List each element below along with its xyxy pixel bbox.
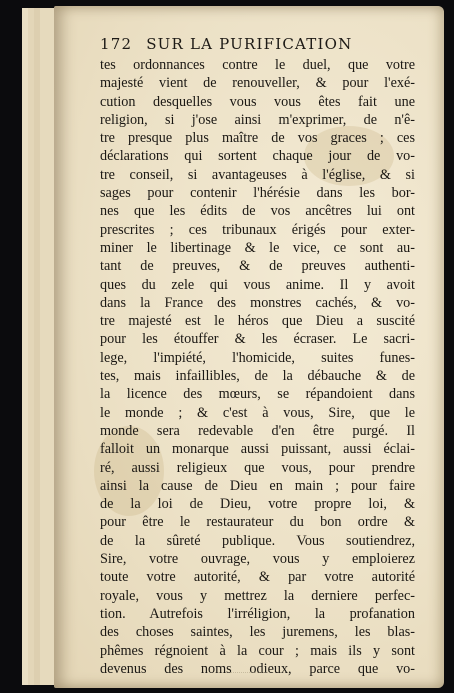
text-line: de la sûreté publique. Vous soutiendrez,: [100, 532, 415, 549]
text-line: sages pour contenir l'hérésie dans les bor-: [100, 185, 415, 202]
text-line: majesté vient de renouveller, & pour l'exé-: [100, 75, 415, 92]
text-line: pour les étouffer & les écraser. Le sacri-: [100, 331, 415, 348]
text-line: le monde ; & c'est à vous, Sire, que le: [100, 404, 415, 421]
text-line: lege, l'impiété, l'homicide, suites funes-: [100, 349, 415, 366]
text-line: tes ordonnances contre le duel, que votre: [100, 57, 415, 73]
text-line: la licence des mœurs, se répandoient dans: [100, 386, 415, 403]
text-line: devenus des noms odieux, parce que vo-: [100, 660, 415, 677]
text-line: royale, vous y mettrez la derniere perfec-: [100, 587, 415, 604]
text-line: tes, mais infaillibles, de la débauche & de: [100, 368, 415, 385]
text-line: cution desquelles vous vous êtes fait une: [100, 93, 415, 110]
text-line: pour être le restaurateur du bon ordre &: [100, 514, 415, 531]
text-line: ainsi la cause de Dieu en main ; pour faire: [100, 477, 415, 494]
text-line: nes que les édits de vos ancêtres lui ont: [100, 203, 415, 220]
text-line: miner le libertinage & le vice, ce sont au-: [100, 239, 415, 256]
text-line: déclarations qui sortent chaque jour de vo-: [100, 148, 415, 165]
text-line: phêmes régnoient à la cour ; mais ils y sont: [100, 642, 415, 659]
text-line: de la loi de Dieu, votre propre loi, &: [100, 496, 415, 513]
text-line: prescrites ; ces tribunaux érigés pour exter-: [100, 221, 415, 238]
text-line: tre presque plus maître de vos graces ; ces: [100, 130, 415, 147]
page-number: 172: [100, 35, 133, 53]
text-line: religion, si j'ose ainsi m'exprimer, de n'ê-: [100, 111, 415, 128]
bottom-mark: [230, 672, 270, 683]
text-line: falloit un monarque aussi puissant, aussi éclai-: [100, 441, 415, 458]
running-title: SUR LA PURIFICATION: [146, 35, 353, 53]
text-line: ques du zele qui vous anime. Il y avoit: [100, 276, 415, 293]
text-line: toute votre autorité, & par votre autorité: [100, 569, 415, 586]
text-line: des choses saintes, les juremens, les blas-: [100, 624, 415, 641]
text-line: tant de preuves, & de preuves authenti-: [100, 258, 415, 275]
text-line: dans la France des monstres cachés, & vo-: [100, 294, 415, 311]
text-line: Sire, votre ouvrage, vous y emploierez: [100, 551, 415, 568]
text-line: tre conseil, si avantageuses à l'église, & si: [100, 166, 415, 183]
running-header: [100, 35, 352, 53]
text-line: ré, aussi religieux que vous, pour prendre: [100, 459, 415, 476]
body-text: [100, 56, 415, 678]
text-line: monde sera redevable d'en être purgé. Il: [100, 422, 415, 439]
text-line: tion. Autrefois l'irréligion, la profanation: [100, 605, 415, 622]
text-line: tre majesté est le héros que Dieu a suscité: [100, 313, 415, 330]
